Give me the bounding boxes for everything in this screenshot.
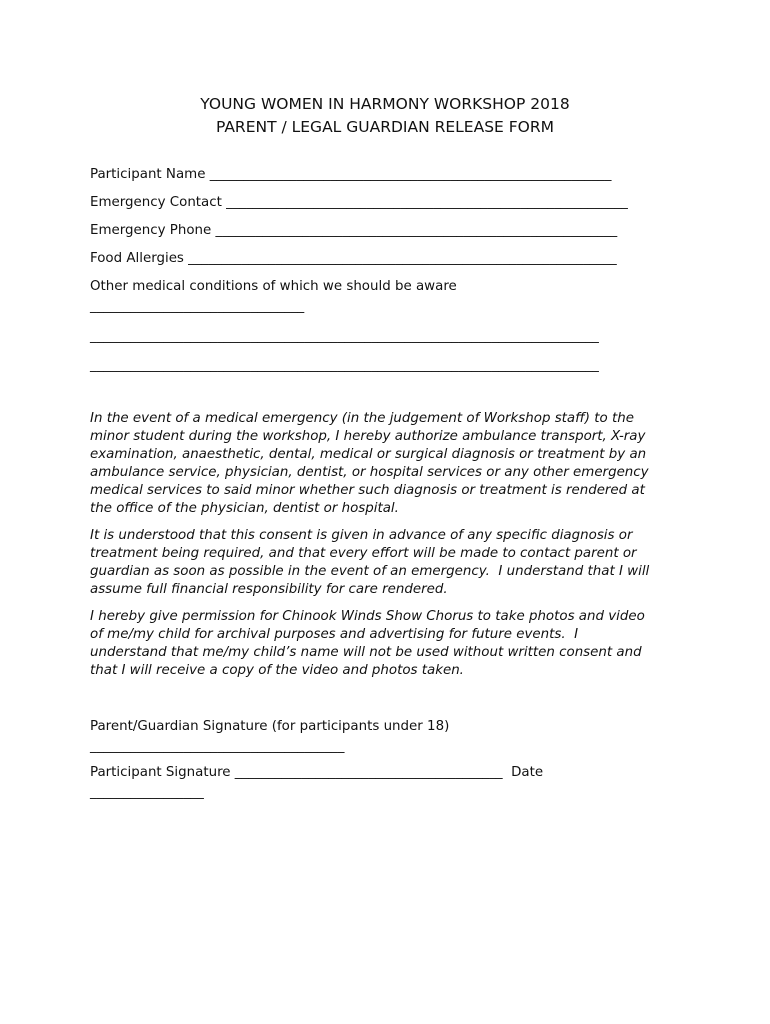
paragraph-line: that I will receive a copy of the video and photos taken. bbox=[90, 663, 464, 678]
guardian-signature-label: Parent/Guardian Signature (for participants under 18) bbox=[90, 719, 450, 734]
participant-name-field[interactable]: Participant Name ____________________________________________________________ bbox=[90, 167, 612, 182]
other-medical-line-3[interactable]: ____________________________________________________________________________ bbox=[90, 358, 599, 373]
form-title: YOUNG WOMEN IN HARMONY WORKSHOP 2018 bbox=[200, 95, 570, 113]
paragraph-line: medical services to said minor whether such diagnosis or treatment is rendered at bbox=[90, 483, 645, 498]
paragraph-line: examination, anaesthetic, dental, medical or surgical diagnosis or treatment by an bbox=[90, 447, 647, 462]
paragraph-line: treatment being required, and that every effort will be made to contact parent or bbox=[90, 546, 637, 561]
date-field-line[interactable]: _________________ bbox=[90, 785, 204, 800]
paragraph-line: understand that me/my child’s name will not be used without written consent and bbox=[90, 645, 642, 660]
paragraph-line: guardian as soon as possible in the event of an emergency. I understand that I will bbox=[90, 564, 650, 579]
guardian-signature-line[interactable]: ______________________________________ bbox=[90, 739, 345, 754]
other-medical-line-1[interactable]: ________________________________ bbox=[90, 299, 305, 314]
paragraph-line: ambulance service, physician, dentist, or hospital services or any other emergency bbox=[90, 465, 649, 480]
form-subtitle: PARENT / LEGAL GUARDIAN RELEASE FORM bbox=[215, 118, 555, 136]
other-medical-line-2[interactable]: ____________________________________________________________________________ bbox=[90, 329, 599, 344]
paragraph-line: of me/my child for archival purposes and advertising for future events. I bbox=[90, 627, 579, 642]
paragraph-line: It is understood that this consent is given in advance of any specific diagnosis or bbox=[90, 528, 633, 543]
emergency-phone-field[interactable]: Emergency Phone ____________________________________________________________ bbox=[90, 223, 618, 238]
paragraph-line: the office of the physician, dentist or hospital. bbox=[90, 501, 399, 516]
participant-signature-field[interactable]: Participant Signature ________________________________________ Date bbox=[90, 765, 544, 780]
paragraph-line: I hereby give permission for Chinook Winds Show Chorus to take photos and video bbox=[90, 609, 645, 624]
medical-authorization-paragraph bbox=[90, 410, 690, 518]
consent-paragraph bbox=[90, 527, 690, 599]
paragraph-line: minor student during the workshop, I hereby authorize ambulance transport, X-ray bbox=[90, 429, 646, 444]
other-medical-label: Other medical conditions of which we should be aware bbox=[90, 279, 457, 294]
media-permission-paragraph bbox=[90, 608, 690, 680]
food-allergies-field[interactable]: Food Allergies ________________________________________________________________ bbox=[90, 251, 617, 266]
paragraph-line: assume full financial responsibility for care rendered. bbox=[90, 582, 448, 597]
emergency-contact-field[interactable]: Emergency Contact ____________________________________________________________ bbox=[90, 195, 628, 210]
paragraph-line: In the event of a medical emergency (in the judgement of Workshop staff) to the bbox=[90, 411, 634, 426]
